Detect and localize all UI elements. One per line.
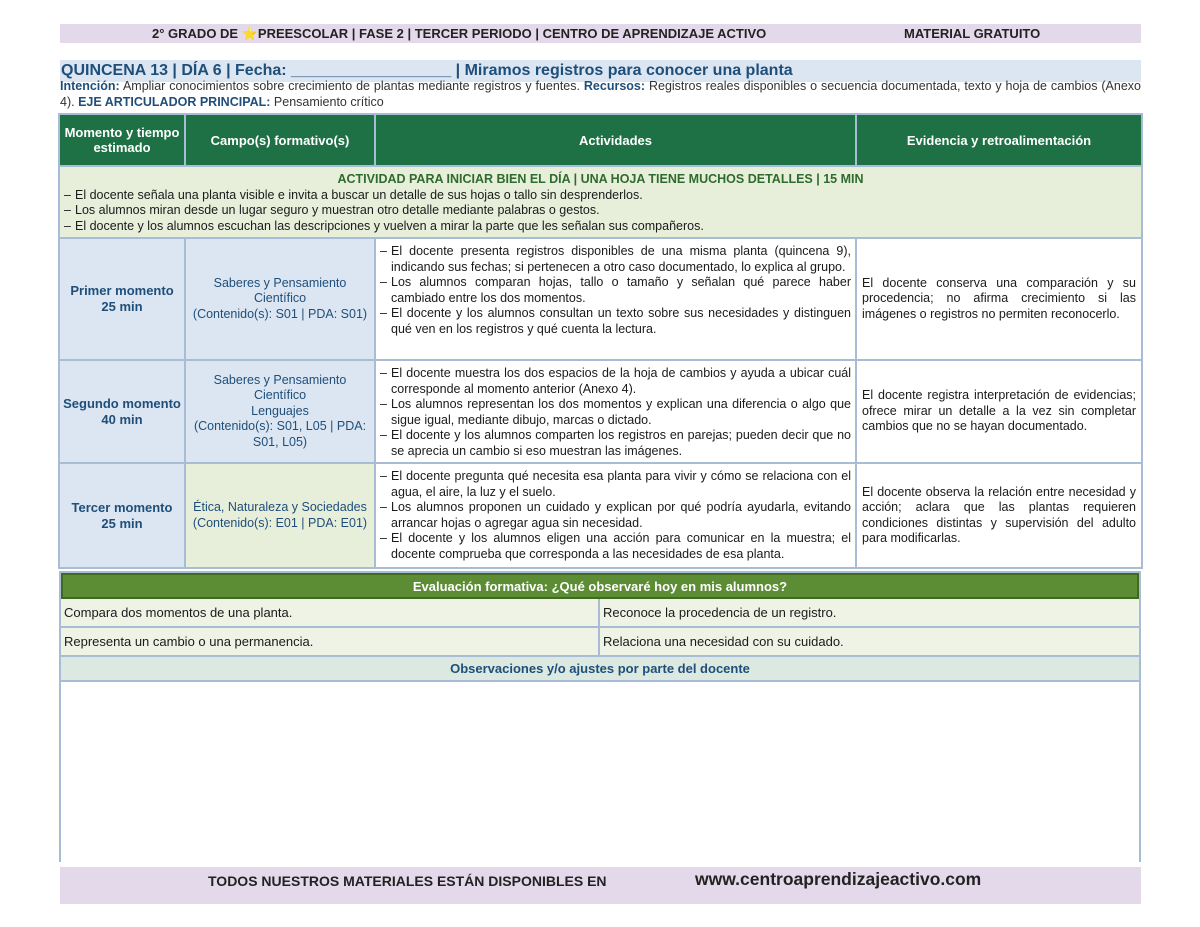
list-item: – El docente y los alumnos eligen una acción para comunicar en la muestra; el docente comprueba que corresponda a las necesidades de esa planta. <box>380 531 851 561</box>
intent-label: Intención: <box>60 79 120 93</box>
list-item: – El docente y los alumnos comparten los registros en parejas; pueden decir que no se aprecia un cambio si eso muestran las imágenes. <box>380 428 851 458</box>
start-activity-title: ACTIVIDAD PARA INICIAR BIEN EL DÍA | UNA HOJA TIENE MUCHOS DETALLES | 15 MIN <box>337 172 864 186</box>
moment-cell <box>59 360 185 463</box>
list-item: – El docente señala una planta visible e invita a buscar un detalle de sus hojas o tallo sin desprenderlos. <box>64 187 643 202</box>
evaluation-section <box>59 571 1141 862</box>
moment-label: Tercer momento <box>71 499 173 515</box>
evidence-cell: El docente observa la relación entre necesidad y acción; aclara que las plantas requieren condiciones distintas y supervisión del adulto para modificarlas. <box>856 463 1142 568</box>
header-activities: Actividades <box>375 114 856 166</box>
campo-line: Saberes y Pensamiento Científico <box>213 275 347 306</box>
resources-label: Recursos: <box>583 79 646 93</box>
list-item: – El docente pregunta qué necesita esa planta para vivir y cómo se relaciona con el agua, el aire, la luz y el suelo. <box>380 469 851 499</box>
list-item: – El docente y los alumnos escuchan las descripciones y vuelven a mirar la parte que les señalan sus compañeros. <box>64 218 704 233</box>
campo-cell <box>185 238 375 360</box>
activities-cell <box>375 238 856 360</box>
list-item: – Los alumnos comparan hojas, tallo o tamaño y señalan qué parece haber cambiado entre los dos momentos. <box>380 275 851 305</box>
axis-text: Pensamiento crítico <box>270 94 384 109</box>
intent-paragraph <box>60 79 1141 110</box>
campo-line: (Contenido(s): S01 | PDA: S01) <box>192 306 368 321</box>
moment-time: 25 min <box>101 299 143 314</box>
header-evidence: Evidencia y retroalimentación <box>856 114 1142 166</box>
banner-grade-text: 2° GRADO DE <box>152 25 242 41</box>
moment-label: Primer momento <box>70 283 174 298</box>
activities-cell <box>375 360 856 463</box>
table-row <box>59 463 1142 568</box>
resources-text: Registros reales disponibles o secuencia documentada, texto y hoja de cambios (Anexo 4). <box>60 79 1141 109</box>
moment-label: Segundo momento <box>63 395 181 411</box>
list-item: – Los alumnos proponen un cuidado y explican por qué podría ayudarla, evitando arrancar hojas o agregar agua sin necesidad. <box>380 500 851 530</box>
campo-cell <box>185 463 375 568</box>
header-campo: Campo(s) formativo(s) <box>185 114 375 166</box>
table-header-row <box>59 114 1142 166</box>
evidence-cell: El docente registra interpretación de evidencias; ofrece mirar un detalle a la vez sin completar cambios que no se hayan documentado. <box>856 360 1142 463</box>
evaluation-row <box>61 599 1139 628</box>
banner-phase-text: PREESCOLAR | FASE 2 | TERCER PERIODO | CENTRO DE APRENDIZAJE ACTIVO <box>257 25 767 41</box>
evaluation-title: Evaluación formativa: ¿Qué observaré hoy en mis alumnos? <box>61 573 1139 599</box>
observations-title: Observaciones y/o ajustes por parte del docente <box>61 657 1139 682</box>
start-activity-cell <box>59 166 1142 238</box>
list-item: – Los alumnos miran desde un lugar seguro y muestran otro detalle mediante palabras o gestos. <box>64 203 600 217</box>
evaluation-item: Compara dos momentos de una planta. <box>61 599 600 626</box>
header-moment: Momento y tiempo estimado <box>59 114 185 166</box>
star-icon: ⭐ <box>241 25 258 41</box>
list-item: – El docente y los alumnos consultan un texto sobre sus necesidades y distinguen qué ven en los registros y qué cuenta la lectura. <box>380 306 851 336</box>
evaluation-item: Representa un cambio o una permanencia. <box>61 628 600 655</box>
evaluation-item: Reconoce la procedencia de un registro. <box>600 599 1139 626</box>
moment-time: 25 min <box>101 515 143 531</box>
list-item: – El docente muestra los dos espacios de la hoja de cambios y ayuda a ubicar cuál corresponde al momento anterior (Anexo 4). <box>380 366 851 396</box>
campo-cell <box>185 360 375 463</box>
footer-text: TODOS NUESTROS MATERIALES ESTÁN DISPONIBLES EN <box>208 873 607 889</box>
banner-left <box>152 26 766 42</box>
plan-table <box>58 113 1143 569</box>
footer-banner <box>60 867 1141 904</box>
list-item: – Los alumnos representan los dos momentos y explican una diferencia o algo que sigue igual, mediante dibujo, marcas o dictado. <box>380 397 851 427</box>
moment-cell <box>59 238 185 360</box>
activities-cell <box>375 463 856 568</box>
evaluation-row <box>61 628 1139 657</box>
campo-line: Saberes y Pensamiento Científico <box>213 372 347 403</box>
observations-area[interactable] <box>61 682 1139 862</box>
list-item: – El docente presenta registros disponibles de una misma planta (quincena 9), indicando sus fechas; si pertenecen a otro caso documentado, lo explica al grupo. <box>380 244 851 274</box>
campo-line: (Contenido(s): S01, L05 | PDA: S01, L05) <box>193 419 367 449</box>
campo-line: Ética, Naturaleza y Sociedades <box>193 500 367 514</box>
top-banner <box>60 24 1141 43</box>
moment-time: 40 min <box>101 411 143 427</box>
campo-line: (Contenido(s): E01 | PDA: E01) <box>192 515 368 530</box>
intent-text: Ampliar conocimientos sobre crecimiento de plantas mediante registros y fuentes. <box>119 79 584 93</box>
moment-cell <box>59 463 185 568</box>
start-activity-row <box>59 166 1142 238</box>
axis-label: EJE ARTICULADOR PRINCIPAL: <box>78 94 271 109</box>
banner-right: MATERIAL GRATUITO <box>904 26 1041 41</box>
evaluation-item: Relaciona una necesidad con su cuidado. <box>600 628 1139 655</box>
footer-url-link[interactable]: www.centroaprendizajeactivo.com <box>695 869 982 889</box>
evidence-cell: El docente conserva una comparación y su procedencia; no afirma crecimiento si las imágenes o registros no permiten reconocerlo. <box>856 238 1142 360</box>
campo-line: Lenguajes <box>251 403 309 418</box>
table-row <box>59 238 1142 360</box>
page-title: QUINCENA 13 | DÍA 6 | Fecha: __________________ | Miramos registros para conocer una planta <box>60 60 1141 82</box>
table-row <box>59 360 1142 463</box>
